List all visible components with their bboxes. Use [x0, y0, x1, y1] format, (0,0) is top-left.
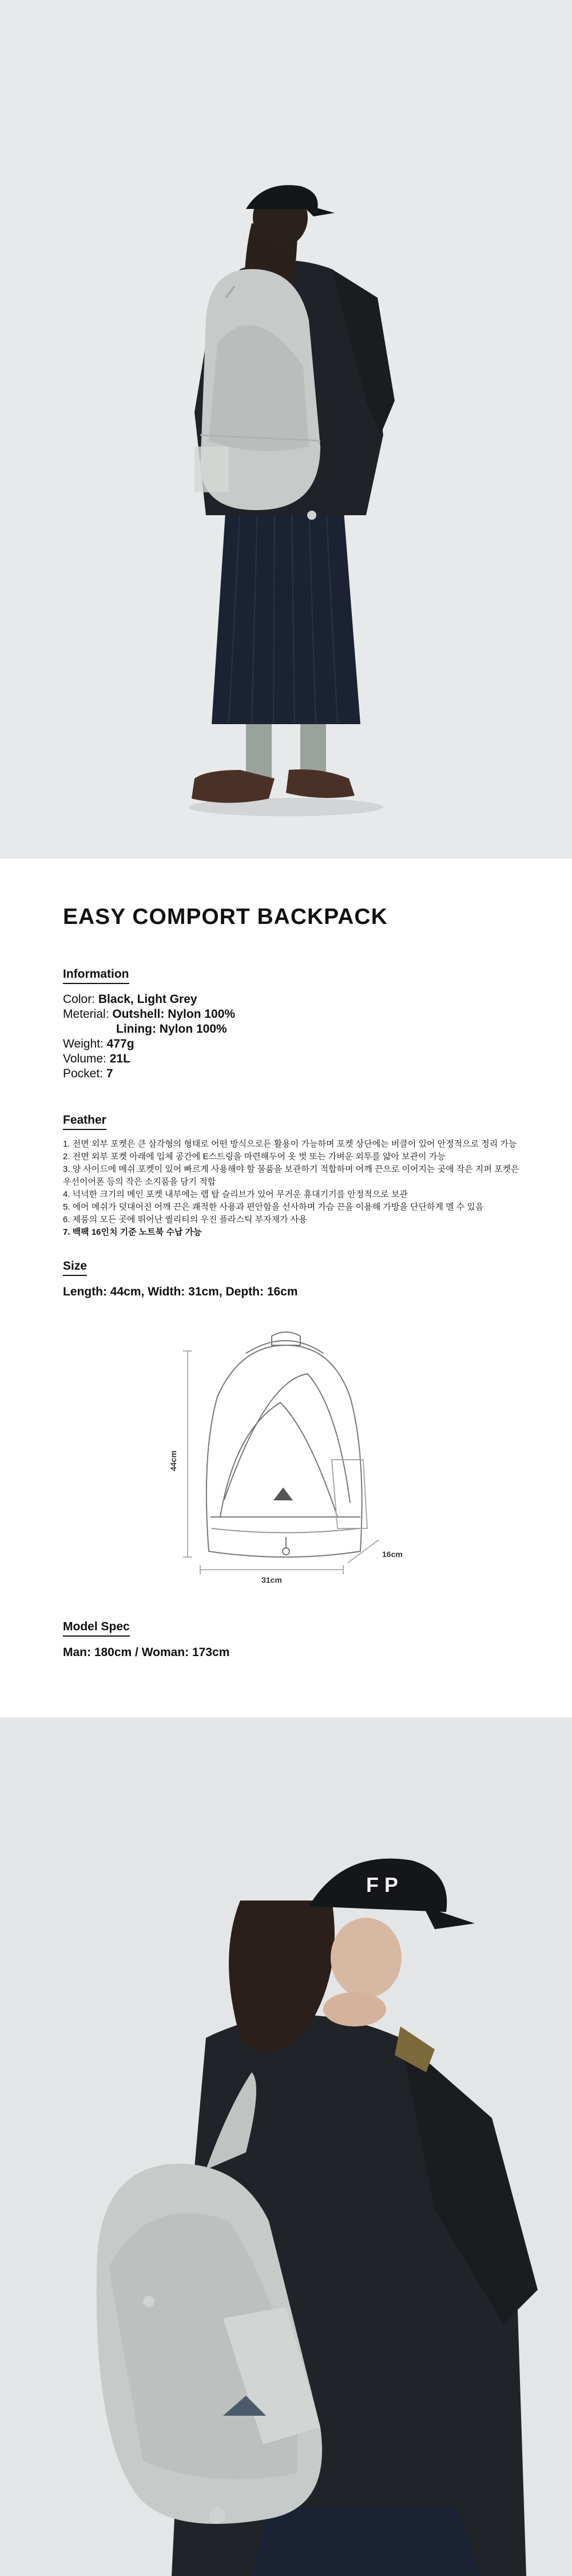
- material-row: [63, 1007, 521, 1022]
- volume-label: Volume:: [63, 1052, 106, 1065]
- product-photo-top: [0, 0, 572, 859]
- product-photo-bottom: [0, 1717, 572, 2576]
- list-item: 2. 전면 외부 포켓 아래에 입체 공간에 E스트링을 마련해두어 옷 벗 또는 가벼운 외투를 얇아 보관이 가능: [63, 1152, 446, 1161]
- pocket-label: Pocket:: [63, 1067, 104, 1080]
- feature-list: [63, 1138, 521, 1239]
- pocket-value: 7: [106, 1067, 113, 1080]
- width-dimension-label: 31cm: [261, 1575, 282, 1585]
- color-value: Black, Light Grey: [98, 993, 197, 1006]
- model-spec-text: Man: 180cm / Woman: 173cm: [63, 1646, 230, 1659]
- size-section: [63, 1259, 521, 1299]
- feather-heading: Feather: [63, 1113, 106, 1130]
- volume-value: 21L: [109, 1052, 130, 1065]
- material-label: Meterial:: [63, 1008, 109, 1021]
- model-spec-heading: Model Spec: [63, 1620, 130, 1637]
- list-item: 5. 에어 메쉬가 덧대어진 어깨 끈은 쾌적한 사용과 편안함을 선사하며 가슴 끈을 이용해 가방을 단단하게 멜 수 있음: [63, 1202, 484, 1212]
- pocket-row: [63, 1066, 521, 1081]
- feather-section: [63, 1113, 521, 1239]
- color-row: [63, 992, 521, 1007]
- list-item: 4. 넉넉한 크기의 메인 포켓 내부에는 랩 탑 슬리브가 있어 무거운 휴대기기를 안정적으로 보관: [63, 1190, 408, 1199]
- list-item: 7. 백팩 16인치 기준 노트북 수납 가능: [63, 1227, 202, 1237]
- backpack-size-diagram: [166, 1311, 406, 1586]
- list-item: 1. 전면 외부 포켓은 큰 삼각형의 형태로 어떤 방식으로든 활용이 가능하며 포켓 상단에는 버클이 있어 안정적으로 정리 가능: [63, 1139, 517, 1149]
- weight-value: 477g: [106, 1037, 134, 1050]
- weight-label: Weight:: [63, 1037, 104, 1050]
- volume-row: [63, 1052, 521, 1066]
- lining-row: [63, 1022, 521, 1037]
- product-title: EASY COMPORT BACKPACK: [63, 904, 388, 929]
- list-item: 6. 제품의 모든 곳에 뛰어난 퀄리티의 우진 플라스틱 부자재가 사용: [63, 1215, 307, 1224]
- lining-value: Lining: Nylon 100%: [116, 1022, 227, 1036]
- information-section: [63, 967, 521, 1081]
- color-label: Color:: [63, 993, 96, 1006]
- list-item: 우선이어폰 등의 작은 소지품을 담기 적합: [63, 1177, 216, 1187]
- size-heading: Size: [63, 1259, 87, 1276]
- information-heading: Information: [63, 967, 129, 984]
- height-dimension-label: 44cm: [169, 1451, 178, 1471]
- list-item: 3. 양 사이드에 메쉬 포켓이 있어 빠르게 사용해야 할 물품을 보관하기 적합하며 어깨 끈으로 이어지는 곳에 작은 지퍼 포켓은: [63, 1164, 519, 1174]
- weight-row: [63, 1037, 521, 1052]
- model-spec-section: [63, 1620, 521, 1660]
- outshell-value: Outshell: Nylon 100%: [112, 1008, 236, 1021]
- depth-dimension-label: 16cm: [382, 1550, 403, 1559]
- size-text: Length: 44cm, Width: 31cm, Depth: 16cm: [63, 1285, 298, 1298]
- svg-text:F P: F P: [366, 1873, 399, 1897]
